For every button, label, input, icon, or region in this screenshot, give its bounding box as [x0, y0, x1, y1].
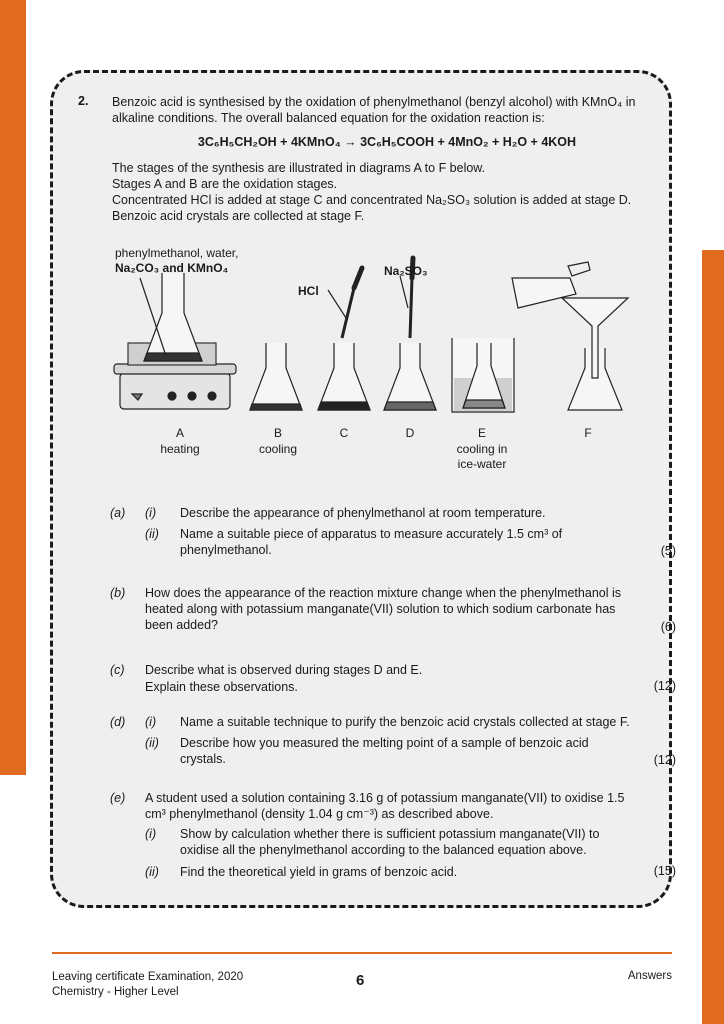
marks-b: (6) [660, 620, 676, 634]
stage-d-apparatus [384, 258, 436, 410]
stage-line: Stages A and B are the oxidation stages. [112, 177, 338, 191]
stage-letter-a: A [175, 426, 184, 440]
part-e: (e) A student used a solution containing 3.16 g of potassium manganate(VII) to oxidise 1.5 cm³ phenylmethanol (density 1.04 g cm⁻³) as described above. (i) Show by calculation whether there is sufficient potassium manganate(VII) to oxidise all the phenylmethanol according to the balanced equation above. (ii) Find the theoretical yield in grams of benzoic acid. [110, 791, 625, 879]
stage-c-apparatus [318, 268, 370, 410]
marks-a: (5) [660, 544, 676, 558]
caption-heating: heating [160, 442, 200, 456]
stage-letter-c: C [339, 426, 349, 440]
marks-e: (15) [653, 864, 676, 878]
stage-letter-f: F [584, 426, 592, 440]
part-a: (a) (i) Describe the appearance of phenylmethanol at room temperature. (ii) Name a suitable piece of apparatus to measure accurately 1.5 cm³ of phenylmethanol. [110, 506, 563, 557]
marks-c: (12) [653, 679, 676, 693]
stage-letter-d: D [405, 426, 415, 440]
left-accent-bar [0, 0, 26, 775]
stage-b-apparatus [250, 343, 302, 410]
right-accent-bar [702, 250, 724, 1024]
part-b: (b) How does the appearance of the reaction mixture change when the phenylmethanol is heated along with potassium manganate(VII) solution to which sodium carbonate has been added? [110, 586, 621, 632]
stage-a-apparatus [114, 273, 236, 409]
stage-line: The stages of the synthesis are illustrated in diagrams A to F below. [112, 161, 486, 175]
stage-e-apparatus [452, 338, 514, 412]
page-number: 6 [356, 972, 365, 989]
footer-answers: Answers [627, 970, 672, 982]
na2so3-label: Na₂SO₃ [384, 264, 428, 278]
hcl-label: HCl [298, 284, 319, 298]
question-number: 2. [78, 94, 89, 108]
question-intro: Benzoic acid is synthesised by the oxidation of phenylmethanol (benzyl alcohol) with KMnO₄ in alkaline conditions. The overall balanced equation for the oxidation reaction is: [112, 95, 636, 125]
balanced-equation: 3C₆H₅CH₂OH + 4KMnO₄ → 3C₆H₅COOH + 4MnO₂ + H₂O + 4KOH [197, 135, 577, 149]
stages-description [112, 160, 667, 224]
marks-d: (12) [653, 753, 676, 767]
caption-ice-water: cooling in ice-water [456, 442, 508, 471]
stage-letter-e: E [477, 426, 486, 440]
stage-line: Benzoic acid crystals are collected at stage F. [112, 209, 365, 223]
stage-letter-b: B [273, 426, 282, 440]
part-d: (d) (i) Name a suitable technique to purify the benzoic acid crystals collected at stage F. (ii) Describe how you measured the melting point of a sample of benzoic acid crystals. [110, 715, 630, 766]
footer-exam-info: Leaving certificate Examination, 2020 Chemistry - Higher Level [52, 971, 244, 998]
stage-line: Concentrated HCl is added at stage C and concentrated Na₂SO₃ solution is added at stage D. [112, 193, 632, 207]
stage-f-apparatus [512, 262, 628, 410]
reagent-label: phenylmethanol, water, Na₂CO₃ and KMnO₄ [115, 246, 239, 275]
part-c: (c) Describe what is observed during stages D and E. Explain these observations. [110, 663, 423, 694]
caption-cooling: cooling [258, 442, 298, 456]
footer-rule [52, 952, 672, 954]
